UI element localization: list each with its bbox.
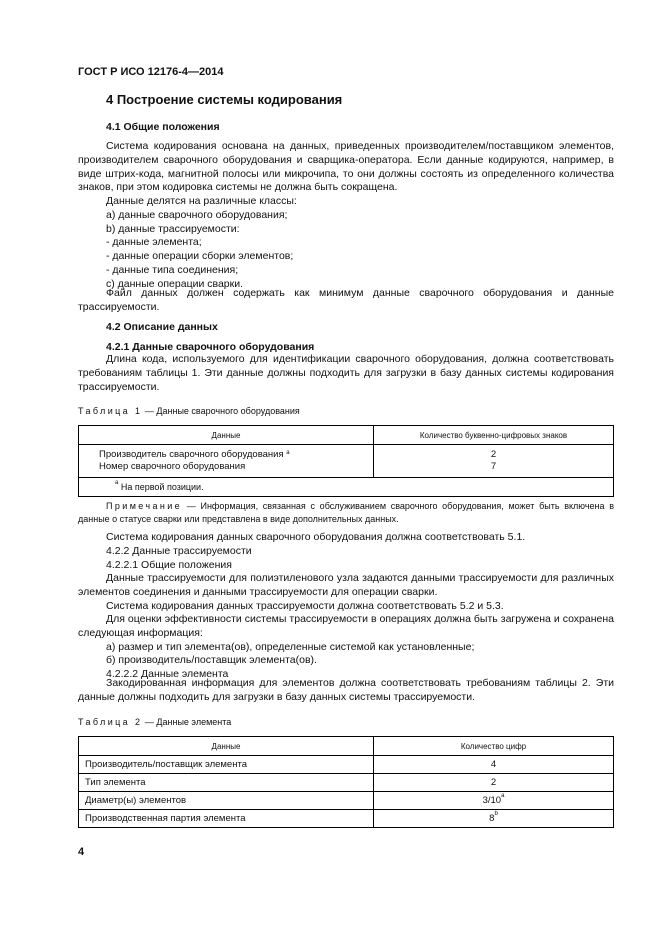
- table-2-caption-label: Таблица 2: [78, 717, 143, 727]
- class-b-item-1: - данные элемента;: [106, 236, 202, 249]
- classes-intro: Данные делятся на различные классы:: [106, 195, 297, 207]
- section-4-2-title: 4.2 Описание данных: [106, 321, 218, 333]
- table-2-row-value: 2: [374, 774, 614, 792]
- table-header-row: [79, 737, 614, 756]
- class-b-item-3: - данные типа соединения;: [106, 264, 239, 276]
- document-header: ГОСТ Р ИСО 12176-4—2014: [78, 66, 224, 78]
- paragraph-system-5-1: Система кодирования данных сварочного оборудования должна соответствовать 5.1.: [106, 531, 526, 543]
- table-2-col-data: Данные: [79, 737, 374, 756]
- table-1-col-data: Данные: [79, 426, 374, 445]
- table-1-footnote-row: [79, 478, 614, 497]
- section-4-1-title: 4.1 Общие положения: [106, 121, 220, 133]
- table-2-row-value: 4: [374, 756, 614, 774]
- table-2: [78, 736, 614, 828]
- section-4-2-2-1-title: 4.2.2.1 Общие положения: [106, 558, 232, 571]
- table-1: [78, 425, 614, 497]
- table-2-row-value: 8$^b$: [374, 810, 614, 828]
- table-row: [79, 810, 614, 828]
- section-4-2-1-title: 4.2.1 Данные сварочного оборудования: [106, 341, 315, 353]
- table-2-row-name: Диаметр(ы) элементов: [79, 792, 374, 810]
- footnote-mark: а: [115, 480, 119, 486]
- table-row: [79, 792, 614, 810]
- table-row: [79, 756, 614, 774]
- table-1-caption-label: Таблица 1: [78, 406, 143, 416]
- section-4-2-2-title: 4.2.2 Данные трассируемости: [106, 544, 252, 557]
- table-1-names-cell: [79, 445, 374, 478]
- table-row: [79, 445, 614, 478]
- paragraph-coding-system: Система кодирования основана на данных, приведенных производителем/поставщиком элементов, производителем сварочного оборудования и сварщика-оператора. Если данные кодируются, например, в виде штрих-кода, магнитной полосы или микрочипа, то они должны состоять из определенного количества знаков, при этом кодировка системы не должна быть сокращена.: [78, 140, 614, 194]
- table-header-row: [79, 426, 614, 445]
- table-1-footnote: $^а$ На первой позиции.: [79, 478, 614, 497]
- section-4-title: 4 Построение системы кодирования: [106, 92, 343, 107]
- table-1-col-count: Количество буквенно-цифровых знаков: [374, 426, 614, 445]
- section-4-2-2-2-title: 4.2.2.2 Данные элемента: [106, 668, 229, 681]
- class-c: c) данные операции сварки.: [106, 277, 244, 290]
- paragraph-trace-system: Система кодирования данных трассируемости должна соответствовать 5.2 и 5.3.: [106, 599, 504, 612]
- page-number: 4: [78, 846, 85, 858]
- note-label: Примечание: [106, 501, 183, 511]
- footnote-mark: b: [494, 811, 498, 817]
- table-2-row-name: Производственная партия элемента: [79, 810, 374, 828]
- table-1-note: [78, 500, 614, 526]
- table-2-row-value: $3/10^а$: [374, 792, 614, 810]
- note-text: — Информация, связанная с обслуживанием сварочного оборудования, может быть включена в данные о статусе сварки или представлена в виде дополнительных данных.: [78, 501, 614, 524]
- class-b: b) данные трассируемости:: [106, 222, 240, 235]
- item-a: а) размер и тип элемента(ов), определенные системой как установленные;: [106, 640, 475, 653]
- table-2-caption-text: — Данные элемента: [142, 717, 232, 727]
- item-b: б) производитель/поставщик элемента(ов).: [106, 654, 317, 667]
- footnote-mark: а: [501, 793, 505, 799]
- paragraph-traceability: Данные трассируемости для полиэтиленового узла задаются данными трассируемости для различных элементов соединения и данными трассируемости для операции сварки.: [78, 572, 614, 598]
- footnote-mark: а: [286, 450, 290, 456]
- table-1-row-2-name: Номер сварочного оборудования: [99, 461, 246, 472]
- class-b-item-2: - данные операции сборки элементов;: [106, 250, 294, 263]
- table-2-caption: [78, 717, 231, 727]
- table-1-row-1-name: Производитель сварочного оборудования $^а$: [99, 449, 290, 460]
- paragraph-efficiency: Для оценки эффективности системы трассируемости в операциях должна быть загружена и сохранена следующая информация:: [78, 613, 614, 639]
- table-1-values-cell: [374, 445, 614, 478]
- table-1-caption-text: — Данные сварочного оборудования: [142, 406, 300, 416]
- table-1-row-2-value: 7: [490, 461, 497, 472]
- table-2-row-name: Тип элемента: [79, 774, 374, 792]
- table-1-row-1-value: 2: [490, 449, 497, 460]
- table-1-caption: [78, 406, 300, 416]
- paragraph-coded-info: Закодированная информация для элементов должна соответствовать требованиям таблицы 2. Эти данные должны подходить для загрузки в базу данных системы трассируемости.: [78, 677, 614, 703]
- table-row: [79, 774, 614, 792]
- class-a: a) данные сварочного оборудования;: [106, 208, 288, 221]
- paragraph-data-file: Файл данных должен содержать как минимум данные сварочного оборудования и данные трассируемости.: [78, 287, 614, 313]
- table-2-col-count: Количество цифр: [374, 737, 614, 756]
- table-2-row-name: Производитель/поставщик элемента: [79, 756, 374, 774]
- paragraph-code-length: Длина кода, используемого для идентификации сварочного оборудования, должна соответствовать требованиям таблицы 1. Эти данные должны подходить для загрузки в базу данных системы кодирования трассируемости.: [78, 353, 614, 393]
